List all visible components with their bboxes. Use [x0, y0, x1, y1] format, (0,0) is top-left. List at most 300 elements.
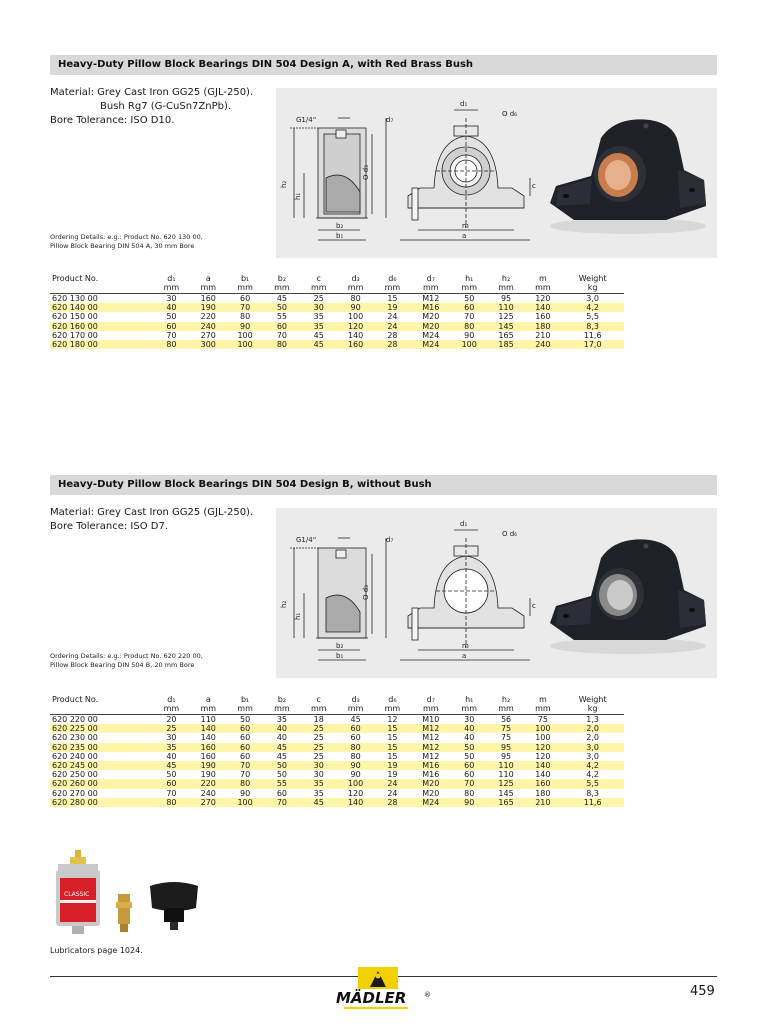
table-cell: 140: [524, 761, 561, 770]
table-cell: 19: [374, 761, 411, 770]
column-header: b₂ mm: [264, 274, 301, 294]
table-cell: 35: [276, 715, 288, 724]
table-cell: 110: [498, 770, 514, 780]
table-cell: 80: [227, 779, 264, 788]
table-cell: 110: [200, 715, 216, 724]
table-cell: 3,0: [561, 743, 624, 752]
tolerance-line: Bore Tolerance: ISO D10.: [50, 115, 175, 126]
table-cell: 60: [264, 322, 301, 331]
table-cell: 80: [264, 340, 301, 349]
table-row: [50, 779, 624, 788]
table-cell: 70: [451, 779, 488, 788]
table-cell: 145: [498, 788, 514, 798]
table-cell: 240: [190, 322, 227, 331]
table-cell: 80: [451, 322, 488, 331]
table-cell: 45: [300, 340, 337, 349]
table-cell: 15: [387, 294, 398, 303]
table-cell: 25: [153, 724, 190, 733]
table-cell: 60: [451, 761, 488, 770]
column-header: m mm: [524, 274, 561, 294]
table-cell: 60: [276, 788, 288, 798]
table-cell: 3,0: [586, 751, 599, 761]
table-cell: 50: [276, 770, 288, 780]
table-cell: 80: [240, 312, 251, 322]
table-cell: 180: [535, 788, 551, 798]
table-cell: 70: [464, 312, 475, 322]
table-cell: M24: [411, 340, 451, 349]
table-cell: 620 245 00: [50, 761, 153, 770]
table-cell: 620 150 00: [52, 312, 98, 322]
column-header: Weight kg: [561, 695, 624, 715]
table-cell: 30: [166, 733, 177, 743]
table-cell: 80: [153, 798, 190, 807]
table-cell: 190: [190, 303, 227, 312]
table-cell: 160: [524, 779, 561, 788]
table-cell: 60: [153, 779, 190, 788]
svg-text:m: m: [462, 642, 469, 650]
table-cell: M20: [411, 322, 451, 331]
table-cell: 55: [264, 779, 301, 788]
table-cell: 50: [264, 761, 301, 770]
table-cell: 45: [264, 743, 301, 752]
table-row: [50, 743, 624, 752]
technical-figure: [276, 508, 717, 678]
svg-text:h₁: h₁: [294, 192, 302, 200]
section-title: Heavy-Duty Pillow Block Bearings DIN 504 Design A, with Red Brass Bush: [50, 55, 717, 75]
svg-text:h₁: h₁: [294, 612, 302, 620]
table-cell: 110: [488, 761, 525, 770]
table-cell: M12: [422, 751, 440, 761]
bearing-photo-bronze-bush: [546, 108, 711, 238]
table-cell: 120: [535, 751, 551, 761]
column-header: Product No.: [50, 274, 153, 294]
table-cell: 100: [337, 779, 374, 788]
table-cell: 160: [535, 312, 551, 322]
table-cell: 270: [200, 330, 216, 340]
table-cell: 190: [190, 761, 227, 770]
column-header: h₂ mm: [488, 695, 525, 715]
table-cell: 50: [166, 770, 177, 780]
material-line: Material: Grey Cast Iron GG25 (GJL-250).: [50, 87, 254, 98]
table-cell: M16: [422, 770, 440, 780]
table-cell: 25: [313, 294, 324, 303]
table-cell: 70: [240, 770, 251, 780]
svg-text:b₁: b₁: [336, 232, 344, 240]
table-cell: 100: [347, 312, 364, 322]
ordering-line: Ordering Details: e.g.: Product No. 620 130 00,: [50, 233, 203, 241]
table-row: [50, 312, 624, 321]
material-info: [50, 86, 253, 128]
ordering-line: Pillow Block Bearing DIN 504 B, 20 mm Bore: [50, 661, 195, 669]
table-cell: 60: [227, 724, 264, 733]
table-cell: 185: [488, 340, 525, 349]
table-cell: 11,6: [583, 330, 602, 340]
table-cell: 45: [313, 330, 324, 340]
table-cell: 100: [227, 340, 264, 349]
table-cell: 40: [153, 303, 190, 312]
table-cell: 100: [227, 798, 264, 807]
table-cell: 100: [237, 330, 253, 340]
dimension-table-a: [50, 274, 624, 349]
table-row: [50, 340, 624, 349]
table-cell: 90: [240, 788, 251, 798]
column-header: d₃ mm: [337, 695, 374, 715]
table-cell: 80: [350, 294, 361, 303]
section-design-b: [50, 475, 717, 807]
table-row: [50, 303, 624, 312]
table-row: [50, 770, 624, 779]
table-cell: 25: [313, 733, 324, 743]
svg-text:m: m: [462, 222, 469, 230]
table-cell: 125: [498, 312, 514, 322]
table-cell: 8,3: [586, 788, 599, 798]
table-cell: 1,3: [586, 715, 599, 724]
table-cell: 70: [276, 330, 288, 340]
table-cell: 70: [227, 761, 264, 770]
table-row: [50, 789, 624, 798]
table-cell: 160: [200, 751, 216, 761]
table-cell: 60: [451, 303, 488, 312]
table-cell: 35: [153, 743, 190, 752]
table-cell: 140: [347, 330, 364, 340]
table-cell: 110: [488, 303, 525, 312]
column-header: m mm: [524, 695, 561, 715]
svg-text:b₂: b₂: [336, 642, 344, 650]
bearing-photo-no-bush: [546, 528, 711, 658]
table-cell: 620 225 00: [50, 724, 153, 733]
table-cell: 25: [300, 743, 337, 752]
table-cell: 100: [451, 340, 488, 349]
table-cell: 60: [240, 733, 251, 743]
column-header: a mm: [190, 274, 227, 294]
table-cell: 55: [276, 312, 288, 322]
table-cell: 30: [166, 294, 177, 303]
ordering-line: Pillow Block Bearing DIN 504 A, 30 mm Bore: [50, 242, 195, 250]
table-cell: 125: [488, 779, 525, 788]
svg-text:b₂: b₂: [336, 222, 344, 230]
table-cell: M16: [411, 761, 451, 770]
table-cell: 220: [200, 312, 216, 322]
column-header: b₁ mm: [227, 274, 264, 294]
column-header: b₂ mm: [264, 695, 301, 715]
table-cell: 120: [524, 743, 561, 752]
table-cell: M12: [411, 743, 451, 752]
column-header: d₆ mm: [374, 274, 411, 294]
svg-text:c: c: [532, 182, 536, 190]
material-line: Material: Grey Cast Iron GG25 (GJL-250).: [50, 507, 254, 518]
svg-text:CLASSIC: CLASSIC: [64, 891, 90, 898]
table-cell: 35: [300, 779, 337, 788]
table-cell: 95: [500, 294, 512, 303]
table-row: [50, 331, 624, 340]
table-cell: 24: [374, 779, 411, 788]
table-cell: 75: [488, 724, 525, 733]
table-cell: 11,6: [561, 798, 624, 807]
table-cell: 620 235 00: [50, 743, 153, 752]
table-cell: 3,0: [586, 294, 599, 303]
table-cell: 210: [524, 798, 561, 807]
table-cell: 20: [166, 715, 177, 724]
table-cell: 90: [337, 303, 374, 312]
table-cell: M24: [422, 330, 440, 340]
table-row: [50, 761, 624, 770]
table-cell: 45: [276, 294, 288, 303]
table-cell: M20: [411, 779, 451, 788]
table-cell: 35: [313, 312, 324, 322]
table-cell: 120: [535, 294, 551, 303]
table-cell: 40: [451, 724, 488, 733]
table-row: [50, 294, 624, 304]
svg-text:h₂: h₂: [280, 600, 288, 608]
table-cell: 45: [276, 751, 288, 761]
section-title: Heavy-Duty Pillow Block Bearings DIN 504 Design B, without Bush: [50, 475, 717, 495]
table-cell: 90: [350, 770, 361, 780]
table-cell: 60: [350, 733, 361, 743]
svg-text:h₂: h₂: [280, 180, 288, 188]
table-cell: 40: [264, 724, 301, 733]
column-header: c mm: [300, 695, 337, 715]
table-cell: 620 170 00: [52, 330, 98, 340]
technical-figure: [276, 88, 717, 258]
table-cell: 24: [387, 312, 398, 322]
dimension-drawing: [276, 88, 546, 258]
table-cell: M20: [422, 788, 440, 798]
table-cell: 140: [190, 724, 227, 733]
svg-text:MÄDLER: MÄDLER: [336, 989, 407, 1007]
table-cell: 5,5: [586, 312, 599, 322]
table-cell: 80: [464, 788, 475, 798]
table-cell: 28: [374, 340, 411, 349]
column-header: Weight kg: [561, 274, 624, 294]
table-row: [50, 752, 624, 761]
material-line: Bush Rg7 (G-CuSn7ZnPb).: [100, 101, 232, 112]
table-cell: M24: [411, 798, 451, 807]
table-cell: 4,2: [561, 761, 624, 770]
column-header: h₁ mm: [451, 274, 488, 294]
column-header: Product No.: [50, 695, 153, 715]
table-cell: 15: [387, 733, 398, 743]
table-cell: 75: [500, 733, 512, 743]
table-cell: 120: [337, 322, 374, 331]
table-cell: 40: [166, 751, 177, 761]
svg-text:d₁: d₁: [460, 100, 468, 108]
column-header: d₇ mm: [411, 274, 451, 294]
table-cell: 160: [200, 294, 216, 303]
table-cell: M16: [411, 303, 451, 312]
table-cell: 40: [464, 733, 475, 743]
table-cell: 60: [464, 770, 475, 780]
table-cell: 80: [350, 751, 361, 761]
table-cell: 4,2: [561, 303, 624, 312]
svg-text:O d₆: O d₆: [502, 110, 517, 118]
table-cell: 35: [300, 322, 337, 331]
svg-text:d₇: d₇: [386, 116, 394, 124]
table-cell: 56: [500, 715, 512, 724]
table-cell: 17,0: [561, 340, 624, 349]
table-cell: 30: [300, 761, 337, 770]
column-header: d₁ mm: [153, 695, 190, 715]
table-cell: 50: [264, 303, 301, 312]
table-cell: M20: [422, 312, 440, 322]
table-cell: M12: [422, 294, 440, 303]
table-cell: 35: [313, 788, 324, 798]
svg-text:c: c: [532, 602, 536, 610]
table-cell: 50: [166, 312, 177, 322]
table-cell: 50: [451, 743, 488, 752]
table-cell: 620 130 00: [52, 294, 98, 303]
column-header: h₁ mm: [451, 695, 488, 715]
ordering-details: [50, 652, 203, 670]
table-cell: 60: [153, 322, 190, 331]
table-row: [50, 798, 624, 807]
table-cell: 18: [313, 715, 324, 724]
table-cell: 15: [387, 751, 398, 761]
svg-text:G1/4“: G1/4“: [296, 536, 317, 544]
ordering-details: [50, 233, 203, 251]
table-cell: M12: [411, 724, 451, 733]
table-cell: 620 140 00: [50, 303, 153, 312]
table-cell: 620 270 00: [52, 788, 98, 798]
dimension-drawing: [276, 508, 546, 678]
table-cell: 40: [276, 733, 288, 743]
table-cell: 28: [387, 330, 398, 340]
svg-text:a: a: [462, 232, 467, 240]
material-info: [50, 506, 253, 534]
table-cell: 25: [300, 724, 337, 733]
svg-text:O d₆: O d₆: [502, 530, 517, 538]
table-cell: 100: [524, 724, 561, 733]
svg-text:b₁: b₁: [336, 652, 344, 660]
table-cell: 620 220 00: [52, 715, 98, 724]
table-cell: 19: [387, 770, 398, 780]
column-header: d₁ mm: [153, 274, 190, 294]
table-row: [50, 322, 624, 331]
table-cell: 80: [153, 340, 190, 349]
table-cell: 620 260 00: [50, 779, 153, 788]
table-cell: 140: [337, 798, 374, 807]
table-cell: 8,3: [561, 322, 624, 331]
table-cell: 45: [350, 715, 361, 724]
section-design-a: [50, 55, 717, 350]
table-cell: 620 180 00: [50, 340, 153, 349]
table-cell: 140: [200, 733, 216, 743]
table-cell: 24: [387, 788, 398, 798]
column-header: h₂ mm: [488, 274, 525, 294]
table-cell: 15: [374, 743, 411, 752]
table-cell: 30: [313, 770, 324, 780]
table-cell: 50: [240, 715, 251, 724]
table-cell: 70: [166, 330, 177, 340]
table-cell: 210: [535, 330, 551, 340]
svg-text:a: a: [462, 652, 467, 660]
table-cell: 30: [300, 303, 337, 312]
table-cell: 165: [488, 798, 525, 807]
table-cell: M12: [422, 733, 440, 743]
table-cell: 620 250 00: [52, 770, 98, 780]
table-cell: 140: [535, 770, 551, 780]
table-cell: 620 230 00: [52, 733, 98, 743]
table-cell: 60: [240, 294, 251, 303]
table-cell: 620 280 00: [50, 798, 153, 807]
column-header: d₆ mm: [374, 695, 411, 715]
table-cell: 60: [337, 724, 374, 733]
table-cell: 19: [374, 303, 411, 312]
svg-text:O d₃: O d₃: [362, 165, 370, 180]
table-cell: 300: [190, 340, 227, 349]
table-cell: 240: [524, 340, 561, 349]
svg-text:O d₃: O d₃: [362, 585, 370, 600]
table-cell: 620 160 00: [50, 322, 153, 331]
svg-text:®: ®: [424, 991, 431, 999]
table-row: [50, 733, 624, 742]
table-cell: 95: [488, 743, 525, 752]
table-cell: 70: [166, 788, 177, 798]
table-cell: 220: [190, 779, 227, 788]
table-cell: 90: [464, 330, 475, 340]
table-cell: 240: [200, 788, 216, 798]
table-cell: 95: [500, 751, 512, 761]
table-cell: 60: [240, 751, 251, 761]
table-cell: 165: [498, 330, 514, 340]
table-cell: 190: [200, 770, 216, 780]
table-cell: 2,0: [561, 724, 624, 733]
table-row: [50, 724, 624, 733]
table-cell: 70: [264, 798, 301, 807]
tolerance-line: Bore Tolerance: ISO D7.: [50, 521, 169, 532]
table-cell: 45: [153, 761, 190, 770]
table-cell: 24: [374, 322, 411, 331]
table-cell: 45: [300, 798, 337, 807]
table-cell: 28: [374, 798, 411, 807]
table-cell: 50: [464, 294, 475, 303]
table-cell: 80: [337, 743, 374, 752]
dimension-table-b: [50, 695, 624, 807]
table-cell: 120: [347, 788, 364, 798]
madler-logo: [334, 967, 434, 1011]
table-cell: 60: [227, 743, 264, 752]
table-cell: 90: [227, 322, 264, 331]
table-cell: 160: [190, 743, 227, 752]
svg-text:d₇: d₇: [386, 536, 394, 544]
table-cell: 90: [337, 761, 374, 770]
table-cell: 100: [535, 733, 551, 743]
column-header: c mm: [300, 274, 337, 294]
column-header: b₁ mm: [227, 695, 264, 715]
table-cell: 2,0: [586, 733, 599, 743]
svg-text:G1/4“: G1/4“: [296, 116, 317, 124]
svg-text:d₁: d₁: [460, 520, 468, 528]
column-header: a mm: [190, 695, 227, 715]
lubricators-caption: Lubricators page 1024.: [50, 946, 143, 955]
table-cell: 30: [464, 715, 475, 724]
table-cell: 160: [337, 340, 374, 349]
table-cell: 140: [524, 303, 561, 312]
lubricator-products-image: [50, 848, 200, 938]
table-cell: 15: [374, 724, 411, 733]
table-cell: 180: [524, 322, 561, 331]
table-cell: M10: [422, 715, 440, 724]
table-cell: 4,2: [586, 770, 599, 780]
table-cell: 270: [190, 798, 227, 807]
table-cell: 90: [451, 798, 488, 807]
table-row: [50, 715, 624, 725]
table-cell: 620 240 00: [52, 751, 98, 761]
table-cell: 25: [313, 751, 324, 761]
table-cell: 145: [488, 322, 525, 331]
table-cell: 70: [227, 303, 264, 312]
column-header: d₃ mm: [337, 274, 374, 294]
ordering-line: Ordering Details: e.g.: Product No. 620 220 00,: [50, 652, 203, 660]
